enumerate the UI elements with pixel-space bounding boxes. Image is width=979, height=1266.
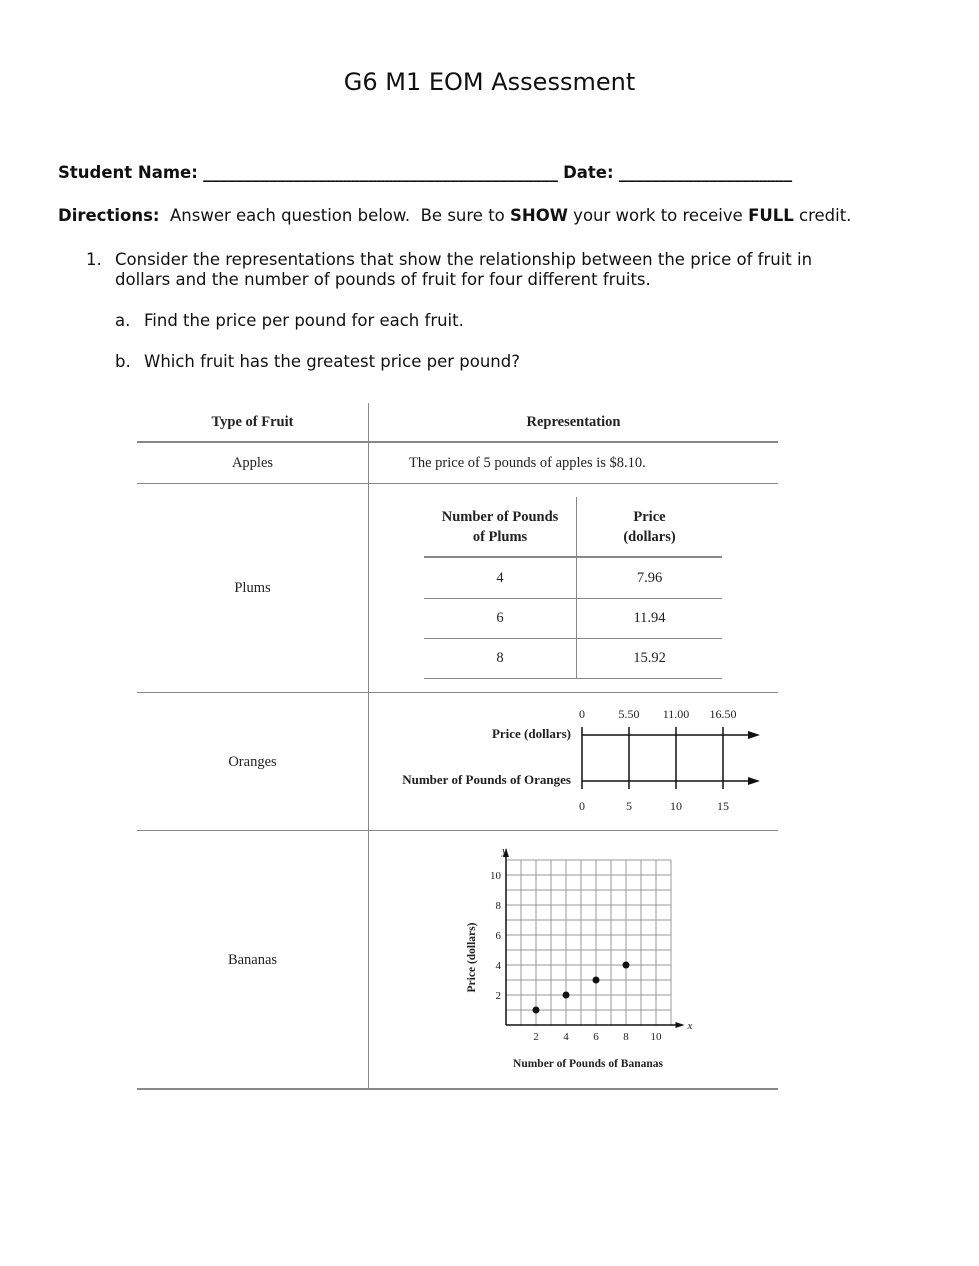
data-point bbox=[563, 992, 570, 999]
price-tick-label: 5.50 bbox=[618, 707, 640, 721]
fruit-plums: Plums bbox=[234, 580, 271, 596]
y-tick-label: 6 bbox=[495, 930, 501, 942]
part-a-text: Find the price per pound for each fruit. bbox=[144, 311, 464, 330]
oranges-bottom-label: Number of Pounds of Oranges bbox=[402, 772, 571, 787]
question-line: dollars and the number of pounds of fruit for four different fruits. bbox=[115, 270, 651, 289]
pounds-tick-label: 5 bbox=[626, 799, 632, 813]
part-a-label: a. bbox=[115, 311, 131, 330]
header-representation: Representation bbox=[526, 414, 621, 430]
directions-emphasis: FULL bbox=[748, 206, 794, 225]
y-tick-label: 4 bbox=[495, 960, 501, 972]
x-tick-label: 8 bbox=[623, 1031, 629, 1043]
page-title: G6 M1 EOM Assessment bbox=[343, 68, 636, 96]
student-name-blank[interactable]: ___________________________________________ bbox=[203, 163, 558, 182]
arrow-icon bbox=[748, 731, 760, 739]
plums-cell: 7.96 bbox=[636, 570, 663, 586]
price-tick-label: 0 bbox=[579, 707, 585, 721]
data-point bbox=[593, 977, 600, 984]
x-axis-letter: x bbox=[687, 1020, 693, 1032]
plums-row-divider bbox=[424, 678, 722, 679]
y-tick-label: 2 bbox=[495, 990, 501, 1002]
row-divider bbox=[137, 692, 778, 693]
plums-cell: 6 bbox=[496, 610, 504, 626]
fruit-apples: Apples bbox=[231, 455, 274, 471]
pounds-tick-label: 10 bbox=[670, 799, 682, 813]
student-name-label: Student Name: bbox=[58, 163, 198, 182]
bananas-scatter-chart bbox=[460, 840, 700, 1080]
y-tick-label: 8 bbox=[495, 900, 501, 912]
plums-header-pounds: of Plums bbox=[472, 529, 528, 545]
y-axis-letter: y bbox=[502, 845, 507, 857]
student-info-line bbox=[58, 163, 792, 182]
data-point bbox=[623, 962, 630, 969]
row-divider bbox=[137, 830, 778, 831]
oranges-top-label: Price (dollars) bbox=[491, 726, 571, 741]
x-axis-label: Number of Pounds of Bananas bbox=[513, 1058, 663, 1070]
date-label: Date: bbox=[563, 163, 614, 182]
x-tick-label: 4 bbox=[563, 1031, 569, 1043]
fruit-bananas: Bananas bbox=[227, 952, 278, 968]
date-blank[interactable]: _____________________ bbox=[618, 163, 793, 182]
price-tick-label: 16.50 bbox=[709, 707, 737, 721]
directions-text: credit. bbox=[793, 206, 852, 225]
plums-header-price: Price bbox=[633, 509, 666, 525]
directions bbox=[58, 206, 851, 225]
x-tick-label: 6 bbox=[593, 1031, 599, 1043]
y-axis-label: Price (dollars) bbox=[466, 922, 478, 993]
header-divider bbox=[137, 441, 778, 443]
directions-text: Answer each question below. Be sure to bbox=[170, 206, 511, 225]
plums-cell: 4 bbox=[496, 570, 504, 586]
y-tick-label: 10 bbox=[490, 870, 501, 882]
arrow-icon bbox=[748, 777, 760, 785]
column-divider bbox=[368, 403, 369, 1089]
part-b-label: b. bbox=[115, 352, 131, 371]
oranges-double-number-line bbox=[370, 700, 778, 825]
data-point bbox=[533, 1007, 540, 1014]
directions-label: Directions: bbox=[58, 206, 160, 225]
row-divider bbox=[137, 483, 778, 484]
plums-header-pounds: Number of Pounds bbox=[441, 509, 559, 525]
plums-cell: 11.94 bbox=[633, 610, 666, 626]
apples-representation: The price of 5 pounds of apples is $8.10. bbox=[409, 455, 646, 471]
plums-header-divider bbox=[424, 556, 722, 558]
part-b-text: Which fruit has the greatest price per pound? bbox=[144, 352, 520, 371]
pounds-tick-label: 0 bbox=[579, 799, 585, 813]
directions-emphasis: SHOW bbox=[510, 206, 568, 225]
x-axis-arrow-icon bbox=[676, 1022, 685, 1028]
question-number: 1. bbox=[86, 250, 102, 269]
question-line: Consider the representations that show the relationship between the price of fruit in bbox=[115, 250, 813, 269]
plums-header-price: (dollars) bbox=[623, 529, 676, 545]
plums-row-divider bbox=[424, 638, 722, 639]
fruit-oranges: Oranges bbox=[228, 754, 277, 770]
plums-row-divider bbox=[424, 598, 722, 599]
price-tick-label: 11.00 bbox=[662, 707, 690, 721]
x-tick-label: 10 bbox=[650, 1031, 662, 1043]
table-bottom-border bbox=[137, 1088, 778, 1090]
directions-text: your work to receive bbox=[567, 206, 749, 225]
header-type-of-fruit: Type of Fruit bbox=[211, 414, 294, 430]
plums-cell: 15.92 bbox=[633, 650, 666, 666]
plums-cell: 8 bbox=[496, 650, 504, 666]
x-tick-label: 2 bbox=[533, 1031, 539, 1043]
pounds-tick-label: 15 bbox=[717, 799, 729, 813]
